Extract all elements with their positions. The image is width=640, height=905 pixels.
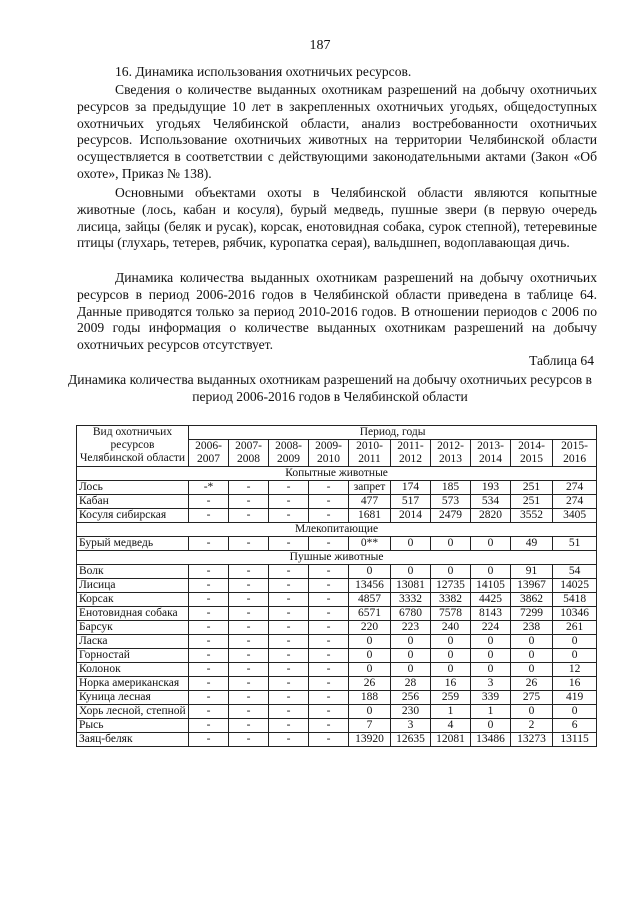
permit-count-cell: 7578 bbox=[431, 607, 471, 621]
permit-count-cell: 2820 bbox=[471, 509, 511, 523]
permit-count-cell: - bbox=[269, 677, 309, 691]
permit-count-cell: 0 bbox=[511, 705, 553, 719]
permit-count-cell: 261 bbox=[553, 621, 597, 635]
permit-count-cell: 13456 bbox=[349, 579, 391, 593]
permit-count-cell: - bbox=[309, 705, 349, 719]
permit-count-cell: - bbox=[309, 579, 349, 593]
permit-count-cell: 10346 bbox=[553, 607, 597, 621]
section-heading bbox=[77, 64, 597, 81]
permit-count-cell: 16 bbox=[553, 677, 597, 691]
period-column-header: 2011-2012 bbox=[391, 440, 431, 467]
permit-count-cell: - bbox=[269, 593, 309, 607]
permit-count-cell: - bbox=[229, 509, 269, 523]
group-title: Пушные животные bbox=[77, 551, 597, 565]
permit-count-cell: - bbox=[189, 607, 229, 621]
permit-count-cell: 3 bbox=[391, 719, 431, 733]
table-label: Таблица 64 bbox=[529, 353, 594, 368]
permit-count-cell: - bbox=[229, 733, 269, 747]
permit-count-cell: 188 bbox=[349, 691, 391, 705]
permit-count-cell: - bbox=[269, 621, 309, 635]
period-column-header: 2009-2010 bbox=[309, 440, 349, 467]
permit-count-cell: 0 bbox=[349, 705, 391, 719]
permit-count-cell: - bbox=[189, 649, 229, 663]
permit-count-cell: 0 bbox=[553, 705, 597, 719]
permit-count-cell: - bbox=[269, 509, 309, 523]
species-name: Хорь лесной, степной bbox=[77, 705, 189, 719]
permit-count-cell: 0 bbox=[349, 565, 391, 579]
paragraph-2-text: Основными объектами охоты в Челябинской области являются копытные животные (лось, кабан и косуля), бурый медведь, пушные звери (в первую очередь лисица, зайцы (беляк и русак), корсак, енотовидная собака, сурок степной), тетеревиные птицы (глухарь, тетерев, рябчик, куропатка серая), вальдшнеп, водоплавающая дичь. bbox=[77, 185, 597, 251]
permit-count-cell: - bbox=[309, 663, 349, 677]
permit-count-cell: 12635 bbox=[391, 733, 431, 747]
permit-count-cell: 0 bbox=[431, 649, 471, 663]
permit-count-cell: 220 bbox=[349, 621, 391, 635]
permit-count-cell: 4 bbox=[431, 719, 471, 733]
permit-count-cell: 259 bbox=[431, 691, 471, 705]
permit-count-cell: - bbox=[189, 733, 229, 747]
permit-count-cell: - bbox=[269, 481, 309, 495]
permit-count-cell: 251 bbox=[511, 495, 553, 509]
permit-count-cell: - bbox=[309, 593, 349, 607]
species-header: Вид охотничьих ресурсов Челябинской области bbox=[77, 426, 189, 467]
table-row bbox=[77, 481, 597, 495]
period-column-header: 2007-2008 bbox=[229, 440, 269, 467]
permit-count-cell: 223 bbox=[391, 621, 431, 635]
permit-count-cell: 5418 bbox=[553, 593, 597, 607]
permit-count-cell: - bbox=[189, 705, 229, 719]
permit-count-cell: - bbox=[309, 733, 349, 747]
permit-count-cell: - bbox=[229, 593, 269, 607]
table-row bbox=[77, 691, 597, 705]
permit-count-cell: 193 bbox=[471, 481, 511, 495]
table-row bbox=[77, 495, 597, 509]
permit-count-cell: - bbox=[189, 635, 229, 649]
permit-count-cell: 274 bbox=[553, 481, 597, 495]
table-row bbox=[77, 719, 597, 733]
permit-count-cell: 12735 bbox=[431, 579, 471, 593]
species-name: Волк bbox=[77, 565, 189, 579]
group-title: Млекопитающие bbox=[77, 523, 597, 537]
species-name: Лось bbox=[77, 481, 189, 495]
species-name: Барсук bbox=[77, 621, 189, 635]
permit-count-cell: 51 bbox=[553, 537, 597, 551]
permit-count-cell: - bbox=[229, 705, 269, 719]
paragraph-1-text: Сведения о количестве выданных охотникам разрешений на добычу охотничьих ресурсов за предыдущие 10 лет в закрепленных охотничьих угодьях, общедоступных охотничьих угодьях Челябинской области, анализ востребованности охотничьих ресурсов. Использование охотничьих животных на территории Челябинской области осуществляется в соответствии с действующими законодательными актами (Закон «Об охоте», Приказ № 138). bbox=[77, 82, 597, 181]
permit-count-cell: 339 bbox=[471, 691, 511, 705]
permit-count-cell: - bbox=[269, 565, 309, 579]
permit-count-cell: 0 bbox=[431, 537, 471, 551]
permit-count-cell: 0 bbox=[391, 537, 431, 551]
permit-count-cell: 174 bbox=[391, 481, 431, 495]
species-name: Горностай bbox=[77, 649, 189, 663]
species-name: Корсак bbox=[77, 593, 189, 607]
permit-count-cell: 0 bbox=[471, 635, 511, 649]
permit-count-cell: - bbox=[229, 481, 269, 495]
permit-count-cell: 0 bbox=[349, 649, 391, 663]
permit-count-cell: 0 bbox=[471, 565, 511, 579]
permit-count-cell: - bbox=[229, 607, 269, 621]
paragraph-1 bbox=[77, 82, 597, 183]
permit-count-cell: 0 bbox=[431, 565, 471, 579]
permit-count-cell: 91 bbox=[511, 565, 553, 579]
permit-count-cell: 0 bbox=[349, 635, 391, 649]
permit-count-cell: 0 bbox=[553, 649, 597, 663]
permit-count-cell: - bbox=[189, 691, 229, 705]
permit-count-cell: 26 bbox=[511, 677, 553, 691]
group-row bbox=[77, 467, 597, 481]
permit-count-cell: - bbox=[269, 579, 309, 593]
permit-count-cell: - bbox=[309, 565, 349, 579]
table-row bbox=[77, 621, 597, 635]
permit-count-cell: 0 bbox=[511, 635, 553, 649]
paragraph-3-text: Динамика количества выданных охотникам разрешений на добычу охотничьих ресурсов в период 2006-2016 годов в Челябинской области приведена в таблице 64. Данные приводятся только за период 2010-2016 годов. В отношении периодов с 2006 по 2009 годы информация о количестве выданных охотникам разрешений на добычу охотничьих ресурсов отсутствует. bbox=[77, 270, 597, 353]
table-row bbox=[77, 705, 597, 719]
permit-count-cell: - bbox=[309, 621, 349, 635]
species-name: Куница лесная bbox=[77, 691, 189, 705]
permit-count-cell: 0 bbox=[431, 663, 471, 677]
permit-count-cell: 534 bbox=[471, 495, 511, 509]
period-column-header: 2010-2011 bbox=[349, 440, 391, 467]
species-name: Колонок bbox=[77, 663, 189, 677]
table-row bbox=[77, 635, 597, 649]
period-column-header: 2014-2015 bbox=[511, 440, 553, 467]
permit-count-cell: 0 bbox=[391, 663, 431, 677]
table-row bbox=[77, 565, 597, 579]
permit-count-cell: 26 bbox=[349, 677, 391, 691]
permit-count-cell: - bbox=[309, 607, 349, 621]
permit-count-cell: - bbox=[309, 509, 349, 523]
species-name: Заяц-беляк bbox=[77, 733, 189, 747]
permit-count-cell: 3862 bbox=[511, 593, 553, 607]
permit-count-cell: - bbox=[309, 635, 349, 649]
species-name: Кабан bbox=[77, 495, 189, 509]
table-row bbox=[77, 579, 597, 593]
permit-count-cell: - bbox=[309, 677, 349, 691]
permit-count-cell: 12 bbox=[553, 663, 597, 677]
species-name: Бурый медведь bbox=[77, 537, 189, 551]
permit-count-cell: 0** bbox=[349, 537, 391, 551]
permit-count-cell: 3382 bbox=[431, 593, 471, 607]
permit-count-cell: - bbox=[229, 537, 269, 551]
table-row bbox=[77, 649, 597, 663]
permit-count-cell: 6780 bbox=[391, 607, 431, 621]
permit-count-cell: - bbox=[269, 635, 309, 649]
table-row bbox=[77, 509, 597, 523]
permit-count-cell: 0 bbox=[471, 719, 511, 733]
permit-count-cell: - bbox=[309, 537, 349, 551]
table-body bbox=[77, 467, 597, 747]
species-name: Норка американская bbox=[77, 677, 189, 691]
permit-count-cell: - bbox=[269, 705, 309, 719]
permit-count-cell: 517 bbox=[391, 495, 431, 509]
permit-count-cell: 13081 bbox=[391, 579, 431, 593]
permit-count-cell: - bbox=[229, 579, 269, 593]
species-name: Ласка bbox=[77, 635, 189, 649]
permit-count-cell: 7 bbox=[349, 719, 391, 733]
permit-count-cell: - bbox=[229, 691, 269, 705]
permit-count-cell: 7299 bbox=[511, 607, 553, 621]
permit-count-cell: - bbox=[269, 537, 309, 551]
permit-count-cell: 3405 bbox=[553, 509, 597, 523]
permit-count-cell: - bbox=[189, 565, 229, 579]
permit-count-cell: - bbox=[229, 663, 269, 677]
permit-count-cell: - bbox=[189, 663, 229, 677]
permit-count-cell: 0 bbox=[511, 663, 553, 677]
period-column-header: 2008-2009 bbox=[269, 440, 309, 467]
permit-count-cell: - bbox=[229, 649, 269, 663]
permit-count-cell: 0 bbox=[391, 565, 431, 579]
permit-count-cell: 230 bbox=[391, 705, 431, 719]
permit-count-cell: 0 bbox=[471, 649, 511, 663]
permits-table bbox=[76, 425, 597, 747]
period-header: Период, годы bbox=[189, 426, 597, 440]
species-name: Енотовидная собака bbox=[77, 607, 189, 621]
permit-count-cell: 0 bbox=[391, 649, 431, 663]
species-name: Рысь bbox=[77, 719, 189, 733]
permit-count-cell: - bbox=[189, 579, 229, 593]
period-column-header: 2012-2013 bbox=[431, 440, 471, 467]
permit-count-cell: 0 bbox=[391, 635, 431, 649]
permit-count-cell: 6 bbox=[553, 719, 597, 733]
permit-count-cell: 12081 bbox=[431, 733, 471, 747]
permit-count-cell: 238 bbox=[511, 621, 553, 635]
permit-count-cell: 256 bbox=[391, 691, 431, 705]
group-row bbox=[77, 523, 597, 537]
permit-count-cell: - bbox=[269, 495, 309, 509]
permit-count-cell: 13273 bbox=[511, 733, 553, 747]
period-column-header: 2015-2016 bbox=[553, 440, 597, 467]
permit-count-cell: - bbox=[269, 607, 309, 621]
permit-count-cell: - bbox=[269, 691, 309, 705]
permit-count-cell: - bbox=[269, 663, 309, 677]
permit-count-cell: 0 bbox=[511, 649, 553, 663]
permit-count-cell: 0 bbox=[553, 635, 597, 649]
permit-count-cell: 0 bbox=[349, 663, 391, 677]
permit-count-cell: 13920 bbox=[349, 733, 391, 747]
permit-count-cell: -* bbox=[189, 481, 229, 495]
permit-count-cell: запрет bbox=[349, 481, 391, 495]
permit-count-cell: 1 bbox=[431, 705, 471, 719]
table-row bbox=[77, 733, 597, 747]
permit-count-cell: - bbox=[269, 733, 309, 747]
permit-count-cell: - bbox=[309, 649, 349, 663]
permit-count-cell: 2 bbox=[511, 719, 553, 733]
permit-count-cell: 14105 bbox=[471, 579, 511, 593]
species-name: Лисица bbox=[77, 579, 189, 593]
permit-count-cell: 13967 bbox=[511, 579, 553, 593]
permit-count-cell: 0 bbox=[431, 635, 471, 649]
table-title: Динамика количества выданных охотникам разрешений на добычу охотничьих ресурсов в период 2006-2016 годов в Челябинской области bbox=[68, 372, 592, 404]
permit-count-cell: 14025 bbox=[553, 579, 597, 593]
paragraph-3 bbox=[77, 270, 597, 354]
permit-count-cell: 13486 bbox=[471, 733, 511, 747]
permit-count-cell: 419 bbox=[553, 691, 597, 705]
permit-count-cell: 54 bbox=[553, 565, 597, 579]
permit-count-cell: - bbox=[269, 649, 309, 663]
permit-count-cell: - bbox=[309, 481, 349, 495]
permit-count-cell: - bbox=[269, 719, 309, 733]
permit-count-cell: - bbox=[189, 621, 229, 635]
period-column-header: 2006-2007 bbox=[189, 440, 229, 467]
permit-count-cell: - bbox=[229, 635, 269, 649]
permit-count-cell: 240 bbox=[431, 621, 471, 635]
permit-count-cell: 4425 bbox=[471, 593, 511, 607]
permit-count-cell: 4857 bbox=[349, 593, 391, 607]
table-row bbox=[77, 677, 597, 691]
permit-count-cell: 49 bbox=[511, 537, 553, 551]
permit-count-cell: 1 bbox=[471, 705, 511, 719]
permit-count-cell: - bbox=[189, 537, 229, 551]
permit-count-cell: 13115 bbox=[553, 733, 597, 747]
permit-count-cell: 274 bbox=[553, 495, 597, 509]
permit-count-cell: - bbox=[189, 677, 229, 691]
permit-count-cell: 224 bbox=[471, 621, 511, 635]
section-heading-text: 16. Динамика использования охотничьих ресурсов. bbox=[115, 64, 412, 79]
permit-count-cell: - bbox=[189, 509, 229, 523]
permit-count-cell: 2479 bbox=[431, 509, 471, 523]
permit-count-cell: 3552 bbox=[511, 509, 553, 523]
permit-count-cell: 8143 bbox=[471, 607, 511, 621]
permit-count-cell: 6571 bbox=[349, 607, 391, 621]
group-row bbox=[77, 551, 597, 565]
permit-count-cell: - bbox=[229, 719, 269, 733]
page-number: 187 bbox=[309, 38, 331, 53]
permit-count-cell: 251 bbox=[511, 481, 553, 495]
permit-count-cell: 477 bbox=[349, 495, 391, 509]
permit-count-cell: 0 bbox=[471, 663, 511, 677]
table-row bbox=[77, 593, 597, 607]
permit-count-cell: 0 bbox=[471, 537, 511, 551]
permit-count-cell: 28 bbox=[391, 677, 431, 691]
paragraph-2 bbox=[77, 185, 597, 252]
permit-count-cell: 185 bbox=[431, 481, 471, 495]
permit-count-cell: - bbox=[189, 495, 229, 509]
species-name: Косуля сибирская bbox=[77, 509, 189, 523]
permit-count-cell: - bbox=[229, 677, 269, 691]
permit-count-cell: 3 bbox=[471, 677, 511, 691]
permit-count-cell: - bbox=[309, 719, 349, 733]
permit-count-cell: - bbox=[309, 691, 349, 705]
permit-count-cell: - bbox=[229, 495, 269, 509]
table-row bbox=[77, 607, 597, 621]
permit-count-cell: - bbox=[309, 495, 349, 509]
table-row bbox=[77, 663, 597, 677]
permit-count-cell: - bbox=[229, 565, 269, 579]
period-column-header: 2013-2014 bbox=[471, 440, 511, 467]
group-title: Копытные животные bbox=[77, 467, 597, 481]
permit-count-cell: 16 bbox=[431, 677, 471, 691]
permit-count-cell: - bbox=[189, 719, 229, 733]
permit-count-cell: 3332 bbox=[391, 593, 431, 607]
permit-count-cell: - bbox=[229, 621, 269, 635]
permit-count-cell: 275 bbox=[511, 691, 553, 705]
permit-count-cell: 2014 bbox=[391, 509, 431, 523]
permit-count-cell: - bbox=[189, 593, 229, 607]
table-row bbox=[77, 537, 597, 551]
permit-count-cell: 1681 bbox=[349, 509, 391, 523]
permit-count-cell: 573 bbox=[431, 495, 471, 509]
